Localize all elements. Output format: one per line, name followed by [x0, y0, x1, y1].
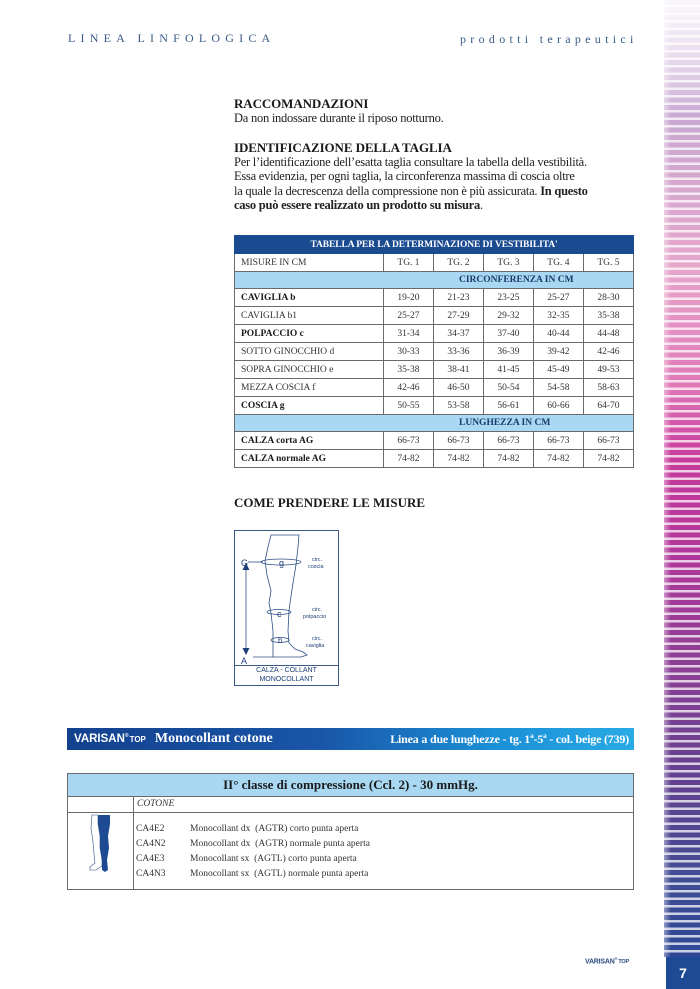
table-row — [235, 379, 634, 397]
ankle-label: circ. — [312, 636, 323, 642]
product-line-info: Linea a due lunghezze - tg. 1ª-5ª - col. beige (739) — [390, 731, 629, 746]
measure-title: COME PRENDERE LE MISURE — [234, 495, 426, 510]
cell: 28-30 — [583, 289, 633, 307]
text-line — [234, 198, 634, 213]
list-item — [136, 822, 370, 837]
circumference-band: CIRCONFERENZA IN CM — [235, 272, 634, 289]
list-item — [136, 837, 370, 852]
cell: 25-27 — [533, 289, 583, 307]
cell: 35-38 — [384, 361, 434, 379]
cell: 42-46 — [384, 379, 434, 397]
size-identification-title: IDENTIFICAZIONE DELLA TAGLIA — [234, 139, 452, 155]
cell: 74-82 — [483, 450, 533, 468]
cell: 64-70 — [583, 397, 633, 415]
table-row — [235, 325, 634, 343]
header-cell: TG. 4 — [533, 254, 583, 272]
cell: 74-82 — [384, 450, 434, 468]
row-label: CALZA normale AG — [235, 450, 384, 468]
item-code: CA4E3 — [136, 854, 165, 864]
text-span-bold: In questo — [540, 183, 588, 198]
brand-suffix: TOP — [129, 735, 146, 744]
marker-g-label: g — [279, 558, 285, 568]
cell: 50-54 — [483, 379, 533, 397]
cell: 27-29 — [433, 307, 483, 325]
intro-section — [234, 96, 634, 213]
marker-b-label: b — [278, 636, 283, 645]
product-brand — [74, 733, 146, 745]
table-row — [235, 361, 634, 379]
footer-brand — [585, 956, 629, 965]
item-description: Monocollant sx (AGTL) corto punta aperta — [190, 854, 357, 864]
caption-line: MONOCOLLANT — [259, 675, 314, 683]
row-label: SOTTO GINOCCHIO d — [235, 343, 384, 361]
text-span-bold: caso può essere realizzato un prodotto su misura — [234, 198, 480, 212]
cell: 23-25 — [483, 289, 533, 307]
cell: 37-40 — [483, 325, 533, 343]
item-description: Monocollant sx (AGTL) normale punta aperta — [190, 869, 369, 879]
cell: 50-55 — [384, 397, 434, 415]
brand-name: VARISAN — [74, 733, 125, 745]
cell: 66-73 — [483, 432, 533, 450]
text-span: . — [479, 198, 483, 212]
header-cell: TG. 5 — [583, 254, 633, 272]
header-cell: TG. 1 — [384, 254, 434, 272]
cell: 31-34 — [384, 325, 434, 343]
cell: 66-73 — [533, 432, 583, 450]
material-label: COTONE — [137, 799, 175, 809]
diagram-caption — [235, 665, 338, 685]
item-code: CA4N2 — [136, 839, 166, 849]
cell: 35-38 — [583, 307, 633, 325]
decorative-stripe-fade — [655, 0, 671, 957]
size-table-title: TABELLA PER LA DETERMINAZIONE DI VESTIBILITA' — [235, 236, 634, 254]
cell: 42-46 — [583, 343, 633, 361]
table-row — [235, 289, 634, 307]
item-description: Monocollant dx (AGTR) corto punta aperta — [190, 824, 359, 834]
row-label: COSCIA g — [235, 397, 384, 415]
cell: 53-58 — [433, 397, 483, 415]
cell: 46-50 — [433, 379, 483, 397]
header-cell: MISURE IN CM — [235, 254, 384, 272]
header-cell: TG. 2 — [433, 254, 483, 272]
brand-suffix: TOP — [618, 959, 629, 966]
row-label: POLPACCIO c — [235, 325, 384, 343]
cell: 30-33 — [384, 343, 434, 361]
recommendations-title: RACCOMANDAZIONI — [234, 96, 369, 111]
table-row — [235, 432, 634, 450]
leg-diagram-icon — [235, 531, 338, 665]
brand-name: VARISAN — [585, 958, 615, 966]
item-code: CA4N3 — [136, 869, 166, 879]
text-line — [234, 184, 634, 199]
cell: 74-82 — [433, 450, 483, 468]
length-band: LUNGHEZZA IN CM — [235, 415, 634, 432]
size-identification-text — [234, 155, 634, 213]
table-row — [235, 307, 634, 325]
product-items-list — [136, 822, 370, 882]
item-code: CA4E2 — [136, 824, 165, 834]
measurement-diagram — [234, 530, 339, 686]
cell: 49-53 — [583, 361, 633, 379]
recommendations-text: Da non indossare durante il riposo notturno. — [234, 111, 444, 125]
cell: 54-58 — [533, 379, 583, 397]
product-title-bar — [67, 728, 634, 750]
row-label: CAVIGLIA b — [235, 289, 384, 307]
caption-line: CALZA - COLLANT — [256, 667, 317, 674]
cell: 39-42 — [533, 343, 583, 361]
table-row — [235, 450, 634, 468]
column-divider — [133, 797, 134, 890]
text-line: Per l’identificazione dell’esatta taglia consultare la tabella della vestibilità. — [234, 154, 587, 169]
cell: 66-73 — [433, 432, 483, 450]
cell: 56-61 — [483, 397, 533, 415]
cell: 40-44 — [533, 325, 583, 343]
row-label: SOPRA GINOCCHIO e — [235, 361, 384, 379]
row-label: CAVIGLIA b1 — [235, 307, 384, 325]
list-item — [136, 867, 370, 882]
marker-c-label: c — [277, 609, 282, 619]
table-row — [235, 343, 634, 361]
table-row — [235, 397, 634, 415]
cell: 41-45 — [483, 361, 533, 379]
cell: 38-41 — [433, 361, 483, 379]
cell: 32-35 — [533, 307, 583, 325]
cell: 45-49 — [533, 361, 583, 379]
row-label: CALZA corta AG — [235, 432, 384, 450]
row-label: MEZZA COSCIA f — [235, 379, 384, 397]
thigh-label: coscia — [308, 564, 324, 570]
thigh-label: circ. — [312, 557, 323, 563]
header-category: prodotti terapeutici — [460, 32, 638, 46]
size-table — [234, 235, 634, 468]
cell: 60-66 — [533, 397, 583, 415]
registered-mark: ® — [614, 956, 618, 961]
text-line: Essa evidenzia, per ogni taglia, la circonferenza massima di coscia oltre — [234, 169, 575, 183]
header-cell: TG. 3 — [483, 254, 533, 272]
cell: 34-37 — [433, 325, 483, 343]
list-item — [136, 852, 370, 867]
registered-mark: ® — [124, 733, 129, 740]
text-span: la quale la decrescenza della compressione non è più assicurata. — [234, 183, 541, 198]
compression-class-table — [67, 773, 634, 890]
cell: 25-27 — [384, 307, 434, 325]
cell: 74-82 — [533, 450, 583, 468]
compression-class-title: II° classe di compressione (Ccl. 2) - 30 mmHg. — [68, 774, 633, 797]
cell: 66-73 — [384, 432, 434, 450]
page-number: 7 — [666, 957, 700, 989]
product-name: Monocollant cotone — [154, 731, 273, 746]
cell: 19-20 — [384, 289, 434, 307]
cell: 44-48 — [583, 325, 633, 343]
size-table-header-row — [235, 254, 634, 272]
point-g-label: G — [241, 558, 249, 568]
cell: 33-36 — [433, 343, 483, 361]
ankle-label: caviglia — [306, 643, 325, 649]
header-section-title: LINEA LINFOLOGICA — [68, 31, 276, 45]
calf-label: polpaccio — [303, 614, 327, 620]
item-description: Monocollant dx (AGTR) normale punta aperta — [190, 839, 370, 849]
monocollant-leg-icon — [78, 814, 118, 874]
cell: 21-23 — [433, 289, 483, 307]
calf-label: circ. — [312, 607, 323, 613]
material-row — [68, 797, 633, 813]
cell: 66-73 — [583, 432, 633, 450]
point-a-label: A — [241, 656, 248, 665]
cell: 74-82 — [583, 450, 633, 468]
cell: 36-39 — [483, 343, 533, 361]
cell: 29-32 — [483, 307, 533, 325]
cell: 58-63 — [583, 379, 633, 397]
